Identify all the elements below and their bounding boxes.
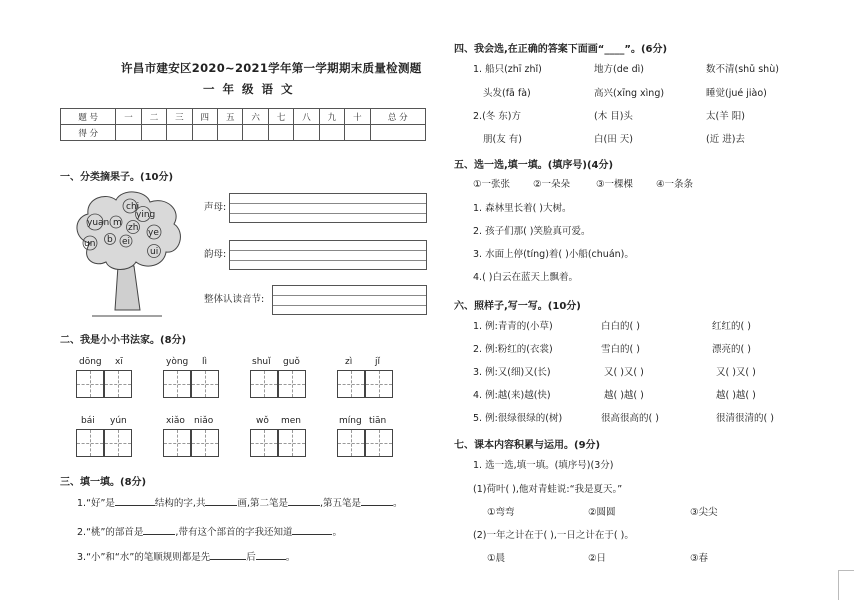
- s6-blank[interactable]: 雪白的( ): [601, 344, 640, 355]
- pinyin: tiān: [369, 416, 387, 426]
- corner-mark: [838, 570, 839, 600]
- syllable: yuan: [87, 218, 110, 228]
- syllable: b: [107, 235, 113, 245]
- s5-question[interactable]: 2. 孩子们那( )笑脸真可爱。: [473, 226, 591, 237]
- tianzi-box[interactable]: [163, 370, 191, 398]
- pinyin: yòng: [166, 357, 189, 367]
- s6-example: 1. 例:青青的(小草): [473, 321, 553, 332]
- s6-blank[interactable]: 又( )又( ): [716, 367, 756, 378]
- tianzi-box[interactable]: [163, 429, 191, 457]
- s7-q1-option: ②圆圆: [588, 507, 616, 518]
- pinyin: guǒ: [283, 357, 300, 367]
- pinyin: wǒ: [256, 416, 269, 426]
- score-cell: 七: [268, 109, 293, 125]
- pinyin: yún: [110, 416, 127, 426]
- tianzi-box[interactable]: [337, 429, 365, 457]
- score-input[interactable]: [268, 125, 293, 141]
- s6-blank[interactable]: 漂亮的( ): [712, 344, 751, 355]
- score-cell: 四: [192, 109, 217, 125]
- tianzi-box[interactable]: [191, 429, 219, 457]
- syllable: ye: [148, 228, 159, 238]
- pinyin: zì: [345, 357, 353, 367]
- pinyin: xī: [115, 357, 123, 367]
- s3-question-3: 3.“小”和“水”的笔顺规则都是先 后 。: [77, 552, 296, 563]
- tree-trunk: [115, 266, 140, 310]
- exam-title: 许昌市建安区2020~2021学年第一学期期末质量检测题: [121, 61, 422, 75]
- section-1-heading: 一、分类摘果子。(10分): [60, 172, 174, 183]
- s3-question-2: 2.“桃”的部首是 ,带有这个部首的字我还知道 。: [77, 527, 342, 538]
- s5-question[interactable]: 3. 水面上停(tíng)着( )小船(chuán)。: [473, 249, 634, 260]
- pinyin: míng: [339, 416, 362, 426]
- s4-item[interactable]: 高兴(xīng xìng): [594, 88, 665, 99]
- s4-item[interactable]: (木 目)头: [594, 111, 633, 122]
- s5-option: ③一棵棵: [596, 179, 634, 190]
- s4-item[interactable]: 白(田 天): [594, 134, 633, 145]
- label-finals: 韵母:: [204, 249, 227, 260]
- section-2-heading: 二、我是小小书法家。(8分): [60, 335, 187, 346]
- tianzi-box[interactable]: [76, 370, 104, 398]
- section-5-heading: 五、选一选,填一填。(填序号)(4分): [454, 160, 614, 171]
- s5-option: ④一条条: [656, 179, 694, 190]
- s4-item[interactable]: (近 进)去: [706, 134, 745, 145]
- pinyin: niǎo: [194, 416, 214, 426]
- syllable: ei: [122, 237, 131, 247]
- pinyin: men: [281, 416, 302, 426]
- tianzi-box[interactable]: [365, 370, 393, 398]
- tianzi-box[interactable]: [104, 429, 132, 457]
- tianzi-box[interactable]: [365, 429, 393, 457]
- score-cell: 三: [167, 109, 192, 125]
- section-6-heading: 六、照样子,写一写。(10分): [454, 301, 581, 312]
- s5-option: ②一朵朵: [533, 179, 571, 190]
- s7-q2-option: ③春: [690, 553, 709, 564]
- tianzi-box[interactable]: [278, 429, 306, 457]
- tianzi-box[interactable]: [250, 429, 278, 457]
- s6-blank[interactable]: 很清很清的( ): [716, 413, 774, 424]
- score-cell: 十: [345, 109, 370, 125]
- s4-item[interactable]: 睡觉(jué jiào): [706, 88, 767, 99]
- s7-question-1[interactable]: (1)荷叶( ),他对青蛙说:“我是夏天。”: [473, 484, 623, 495]
- score-input[interactable]: [345, 125, 370, 141]
- pinyin: shuǐ: [252, 357, 271, 367]
- s6-blank[interactable]: 又( )又( ): [604, 367, 644, 378]
- syllable: chi: [126, 202, 140, 212]
- score-input[interactable]: [141, 125, 166, 141]
- tianzi-box[interactable]: [191, 370, 219, 398]
- label-whole-syllables: 整体认读音节:: [204, 294, 265, 305]
- score-row-header: [61, 109, 426, 125]
- score-cell: 一: [116, 109, 141, 125]
- score-input[interactable]: [192, 125, 217, 141]
- score-table: [60, 108, 426, 141]
- s3-question-1: 1.“好”是 结构的字,共 画,第二笔是 ,第五笔是 。: [77, 498, 403, 509]
- s7-question-2[interactable]: (2)一年之计在于( ),一日之计在于( )。: [473, 530, 634, 541]
- tianzi-box[interactable]: [278, 370, 306, 398]
- s5-question[interactable]: 4.( )白云在蓝天上飘着。: [473, 272, 578, 283]
- s7-q2-option: ①晨: [487, 553, 506, 564]
- corner-mark: [838, 570, 854, 571]
- s6-example: 5. 例:很绿很绿的(树): [473, 413, 563, 424]
- score-cell: 九: [319, 109, 344, 125]
- s6-example: 2. 例:粉红的(衣裳): [473, 344, 553, 355]
- s4-item[interactable]: 朋(友 有): [483, 134, 522, 145]
- tianzi-box[interactable]: [337, 370, 365, 398]
- tree-illustration: [70, 188, 185, 318]
- pinyin: dōng: [79, 357, 102, 367]
- score-input[interactable]: [319, 125, 344, 141]
- score-cell: 五: [218, 109, 243, 125]
- syllable: un: [84, 239, 96, 249]
- s4-item[interactable]: 头发(fā fà): [483, 88, 531, 99]
- s7-subheading: 1. 选一选,填一填。(填序号)(3分): [473, 460, 614, 471]
- s6-blank[interactable]: 白白的( ): [601, 321, 640, 332]
- score-input[interactable]: [167, 125, 192, 141]
- exam-subtitle: 一 年 级 语 文: [203, 82, 295, 96]
- label-initials: 声母:: [204, 202, 227, 213]
- score-cell: 二: [141, 109, 166, 125]
- s5-question[interactable]: 1. 森林里长着( )大树。: [473, 203, 572, 214]
- s6-example: 3. 例:又(细)又(长): [473, 367, 551, 378]
- section-3-heading: 三、填一填。(8分): [60, 477, 147, 488]
- tianzi-box[interactable]: [250, 370, 278, 398]
- answer-lines-finals[interactable]: [229, 240, 427, 270]
- s6-blank[interactable]: 红红的( ): [712, 321, 751, 332]
- s6-blank[interactable]: 很高很高的( ): [601, 413, 659, 424]
- s4-item[interactable]: 太(羊 阳): [706, 111, 745, 122]
- s6-blank[interactable]: 越( )越( ): [716, 390, 756, 401]
- answer-lines-initials[interactable]: [229, 193, 427, 223]
- s4-item[interactable]: 1. 船只(zhī zhǐ): [473, 64, 542, 75]
- pinyin: lì: [202, 357, 208, 367]
- section-7-heading: 七、课本内容积累与运用。(9分): [454, 440, 601, 451]
- pinyin: jǐ: [375, 357, 381, 367]
- score-input[interactable]: [218, 125, 243, 141]
- score-input[interactable]: [370, 125, 425, 141]
- tianzi-box[interactable]: [104, 370, 132, 398]
- score-cell: 八: [294, 109, 319, 125]
- score-cell: 题 号: [61, 109, 116, 125]
- score-cell: 得 分: [61, 125, 116, 141]
- tianzi-box[interactable]: [76, 429, 104, 457]
- score-cell: 六: [243, 109, 268, 125]
- s6-blank[interactable]: 越( )越( ): [604, 390, 644, 401]
- score-input[interactable]: [243, 125, 268, 141]
- score-input[interactable]: [116, 125, 141, 141]
- s4-item[interactable]: 地方(de dì): [594, 64, 644, 75]
- s4-item[interactable]: 数不清(shǔ shù): [706, 64, 779, 75]
- pinyin: bái: [81, 416, 95, 426]
- s6-example: 4. 例:越(来)越(快): [473, 390, 551, 401]
- s4-item[interactable]: 2.(冬 东)方: [473, 111, 521, 122]
- section-4-heading: 四、我会选,在正确的答案下面画“____”。(6分): [454, 44, 668, 55]
- pinyin: xiǎo: [166, 416, 185, 426]
- syllable: zh: [128, 223, 139, 233]
- s7-q1-option: ③尖尖: [690, 507, 718, 518]
- score-input[interactable]: [294, 125, 319, 141]
- score-cell: 总 分: [370, 109, 425, 125]
- s7-q2-option: ②日: [588, 553, 607, 564]
- syllable: ying: [136, 210, 156, 220]
- answer-lines-whole[interactable]: [272, 285, 427, 315]
- s5-option: ①一张张: [473, 179, 511, 190]
- syllable: m: [113, 218, 122, 228]
- score-row-values: [61, 125, 426, 141]
- s7-q1-option: ①弯弯: [487, 507, 515, 518]
- syllable: ui: [150, 247, 159, 257]
